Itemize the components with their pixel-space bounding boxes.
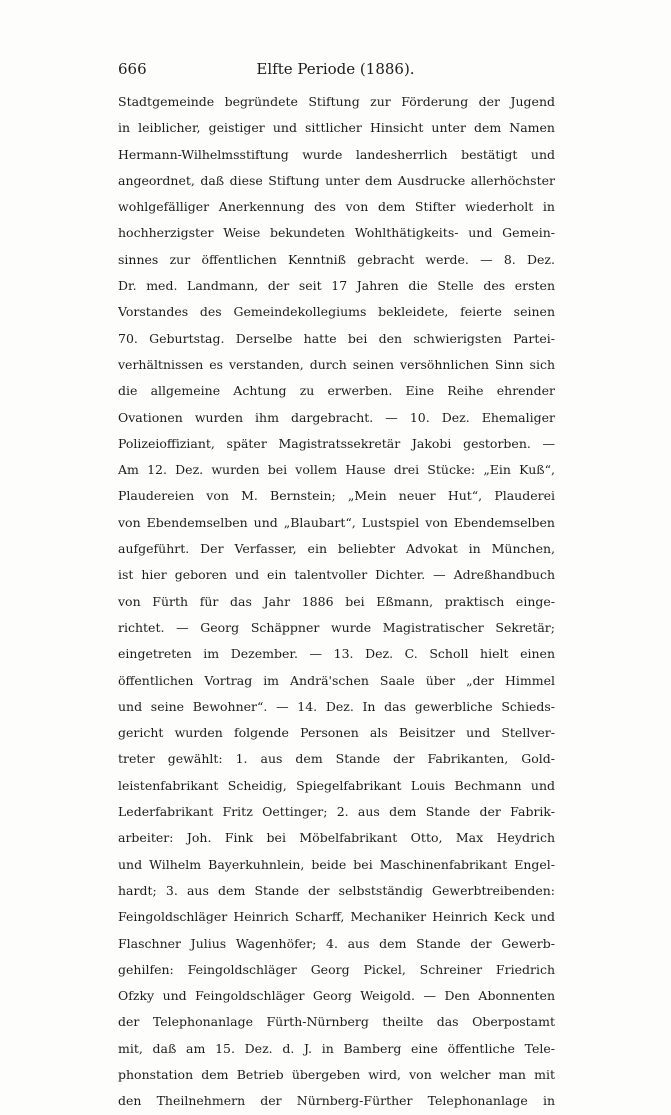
text-line: Feingoldschläger Heinrich Scharff, Mechaniker Heinrich Keck und <box>118 909 555 925</box>
text-line: 70. Geburtstag. Derselbe hatte bei den schwierigsten Partei- <box>118 330 555 346</box>
text-line: Dr. med. Landmann, der seit 17 Jahren die Stelle des ersten <box>118 278 555 294</box>
text-line: und seine Bewohner“. — 14. Dez. In das gewerbliche Schieds- <box>118 698 555 714</box>
text-line: verhältnissen es verstanden, durch seinen versöhnlichen Sinn sich <box>118 356 555 372</box>
body-text <box>118 89 555 1115</box>
text-line: Polizeioffiziant, später Magistratssekretär Jakobi gestorben. — <box>118 435 555 451</box>
text-line: arbeiter: Joh. Fink bei Möbelfabrikant Otto, Max Heydrich <box>118 830 555 846</box>
text-line: den Theilnehmern der Nürnberg-Fürther Telephonanlage in <box>118 1093 555 1109</box>
text-line: von Ebendemselben und „Blaubart“, Lustspiel von Ebendemselben <box>118 514 555 530</box>
page-number: 666 <box>118 60 147 78</box>
text-line: Stadtgemeinde begründete Stiftung zur Förderung der Jugend <box>118 94 555 109</box>
text-line: wohlgefälliger Anerkennung des von dem Stifter wiederholt in <box>118 199 555 215</box>
text-line: Flaschner Julius Wagenhöfer; 4. aus dem Stande der Gewerb- <box>118 935 555 951</box>
text-line: aufgeführt. Der Verfasser, ein beliebter Advokat in München, <box>118 541 555 557</box>
text-line: gehilfen: Feingoldschläger Georg Pickel, Schreiner Friedrich <box>118 961 555 977</box>
text-line: in leiblicher, geistiger und sittlicher Hinsicht unter dem Namen <box>118 120 555 136</box>
text-line: mit, daß am 15. Dez. d. J. in Bamberg eine öffentliche Tele- <box>118 1040 555 1056</box>
text-line: Plaudereien von M. Bernstein; „Mein neuer Hut“, Plauderei <box>118 488 555 504</box>
text-line: angeordnet, daß diese Stiftung unter dem Ausdrucke allerhöchster <box>118 172 555 188</box>
text-line: die allgemeine Achtung zu erwerben. Eine Reihe ehrender <box>118 383 555 399</box>
text-line: Lederfabrikant Fritz Oettinger; 2. aus dem Stande der Fabrik- <box>118 804 555 820</box>
text-line: hardt; 3. aus dem Stande der selbstständig Gewerbtreibenden: <box>118 882 555 898</box>
text-line: hochherzigster Weise bekundeten Wohlthätigkeits- und Gemein- <box>118 225 555 241</box>
text-line: Am 12. Dez. wurden bei vollem Hause drei Stücke: „Ein Kuß“, <box>118 462 555 478</box>
text-line: Ofzky und Feingoldschläger Georg Weigold. — Den Abonnenten <box>118 988 555 1004</box>
text-line: Vorstandes des Gemeindekollegiums bekleidete, feierte seinen <box>118 304 555 320</box>
text-line: treter gewählt: 1. aus dem Stande der Fabrikanten, Gold- <box>118 751 555 767</box>
page-header <box>118 60 553 82</box>
text-line: ist hier geboren und ein talentvoller Dichter. — Adreßhandbuch <box>118 567 555 583</box>
text-line: Ovationen wurden ihm dargebracht. — 10. Dez. Ehemaliger <box>118 409 555 425</box>
text-line: und Wilhelm Bayerkuhnlein, beide bei Maschinenfabrikant Engel- <box>118 856 555 872</box>
text-line: richtet. — Georg Schäppner wurde Magistratischer Sekretär; <box>118 619 555 635</box>
text-line: von Fürth für das Jahr 1886 bei Eßmann, praktisch einge- <box>118 593 555 609</box>
text-line: der Telephonanlage Fürth-Nürnberg theilte das Oberpostamt <box>118 1014 555 1030</box>
text-line: Hermann-Wilhelmsstiftung wurde landesherrlich bestätigt und <box>118 146 555 162</box>
text-line: leistenfabrikant Scheidig, Spiegelfabrikant Louis Bechmann und <box>118 777 555 793</box>
text-line: öffentlichen Vortrag im Andrä'schen Saale über „der Himmel <box>118 672 555 688</box>
running-head: Elfte Periode (1886). <box>256 60 415 78</box>
text-line: sinnes zur öffentlichen Kenntniß gebracht werde. — 8. Dez. <box>118 251 555 267</box>
text-line: gericht wurden folgende Personen als Beisitzer und Stellver- <box>118 725 555 741</box>
text-line: eingetreten im Dezember. — 13. Dez. C. Scholl hielt einen <box>118 646 555 662</box>
text-line: phonstation dem Betrieb übergeben wird, von welcher man mit <box>118 1066 555 1082</box>
